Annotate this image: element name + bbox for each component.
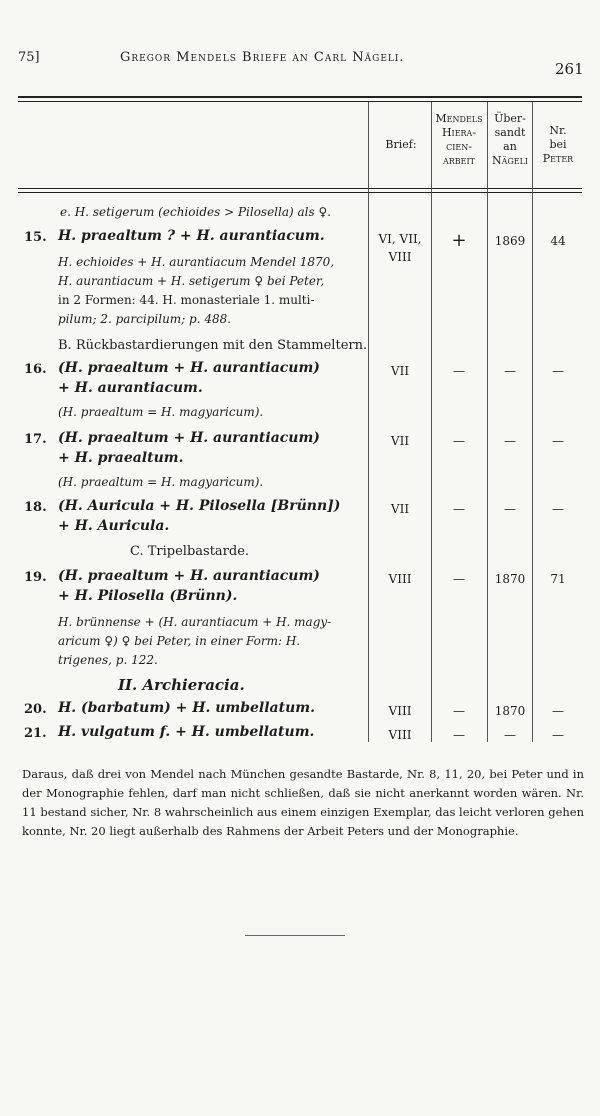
column-divider-brief — [368, 102, 369, 742]
row-17-brief: VII — [390, 434, 410, 448]
row-17-number: 17. — [24, 432, 47, 447]
row-15-note-3: in 2 Formen: 44. H. monasteriale 1. multi- — [58, 293, 315, 307]
row-18-number: 18. — [24, 500, 47, 515]
row-21-hierarbeit: — — [453, 728, 465, 742]
row-21-peter: — — [552, 728, 564, 742]
row-18-brief: VII — [390, 502, 410, 516]
row-19-line-1: (H. praealtum + H. aurantiacum) — [58, 568, 320, 584]
row-16-peter: — — [552, 364, 564, 378]
row-17-line-1: (H. praealtum + H. aurantiacum) — [58, 430, 320, 446]
row-17-peter: — — [552, 434, 564, 448]
column-header-peter — [533, 124, 583, 166]
row-19-note-3: trigenes, p. 122. — [58, 653, 158, 667]
column-header-brief — [372, 138, 430, 152]
row-15-note-2: H. aurantiacum + H. setigerum ♀ bei Peter, — [58, 274, 325, 288]
top-rule-thin — [18, 101, 582, 102]
uebersandt-line-1: Über- — [494, 112, 526, 125]
row-19-line-2: + H. Pilosella (Brünn). — [58, 588, 238, 604]
row-16-uebersandt: — — [504, 364, 516, 378]
row-15-number: 15. — [24, 230, 47, 245]
row-20-peter: — — [552, 704, 564, 718]
row-15-brief: VI, VII, — [378, 232, 422, 246]
running-title: Gregor Mendels Briefe an Carl Nägeli. — [120, 50, 405, 65]
row-17-line-2: + H. praealtum. — [58, 450, 184, 466]
section-c-heading: C. Tripelbastarde. — [130, 544, 250, 559]
column-divider-hierarbeit — [431, 102, 432, 742]
row-19-hierarbeit: — — [453, 572, 465, 586]
page-number: 261 — [555, 60, 584, 78]
row-16-number: 16. — [24, 362, 47, 377]
row-18-line-2: + H. Auricula. — [58, 518, 170, 534]
row-18-line-1: (H. Auricula + H. Pilosella [Brünn]) — [58, 498, 341, 514]
row-20-hierarbeit: — — [453, 704, 465, 718]
row-20-brief: VIII — [388, 704, 412, 718]
row-19-note-2: aricum ♀) ♀ bei Peter, in einer Form: H. — [58, 634, 301, 648]
brief-label: Brief: — [385, 138, 417, 151]
row-20-uebersandt: 1870 — [494, 704, 526, 718]
row-21-uebersandt: — — [504, 728, 516, 742]
section-ii-heading: II. Archieracia. — [118, 676, 245, 694]
peter-line-3: Peter — [542, 152, 574, 165]
row-16-note: (H. praealtum = H. magyaricum). — [58, 405, 264, 419]
row-19-note-1: H. brünnense + (H. aurantiacum + H. magy- — [58, 615, 332, 629]
row-16-hierarbeit: — — [453, 364, 465, 378]
row-15-uebersandt: 1869 — [494, 234, 526, 248]
row-20-number: 20. — [24, 702, 47, 717]
mendels-line-2: Hiera- — [441, 126, 477, 139]
header-bottom-rule — [18, 188, 582, 189]
mendels-line-3: cien- — [446, 140, 472, 153]
row-18-hierarbeit: — — [453, 502, 465, 516]
column-divider-uebersandt — [487, 102, 488, 742]
row-18-peter: — — [552, 502, 564, 516]
row-16-line-1: (H. praealtum + H. aurantiacum) — [58, 360, 320, 376]
row-21-brief: VIII — [388, 728, 412, 742]
row-21-title: H. vulgatum f. + H. umbellatum. — [58, 724, 315, 740]
row-19-number: 19. — [24, 570, 47, 585]
row-19-brief: VIII — [388, 572, 412, 586]
row-17-uebersandt: — — [504, 434, 516, 448]
row-19-uebersandt: 1870 — [494, 572, 526, 586]
peter-line-2: bei — [549, 138, 567, 151]
row-21-number: 21. — [24, 726, 47, 741]
uebersandt-line-4: Nägeli — [491, 154, 529, 167]
row-15-note-4: pilum; 2. parcipilum; p. 488. — [58, 312, 232, 326]
column-divider-peter — [532, 102, 533, 742]
row-17-note: (H. praealtum = H. magyaricum). — [58, 475, 264, 489]
mendels-line-4: arbeit — [442, 154, 475, 167]
row-15-hierarbeit: + — [451, 230, 467, 251]
header-bottom-rule-thin — [18, 192, 582, 193]
footer-paragraph: Daraus, daß drei von Mendel nach München gesandte Bastarde, Nr. 8, 11, 20, bei Peter und in der Monographie fehlen, darf man nicht schließen, daß sie nicht anerkannt worden wären. Nr. 11 bestand sicher, Nr. 8 wahrscheinlich aus einem einzigen Exemplar, das leicht verloren gehen konnte, Nr. 20 liegt außerhalb des Rahmens der Arbeit Peters und der Monographie. — [22, 767, 584, 838]
peter-line-1: Nr. — [549, 124, 567, 137]
header-left-bracket: 75] — [18, 50, 40, 65]
section-b-heading: B. Rückbastardierungen mit den Stammeltern. — [58, 338, 368, 353]
uebersandt-line-3: an — [503, 140, 517, 153]
row-15-note-1: H. echioides + H. aurantiacum Mendel 1870, — [58, 255, 335, 269]
row-18-uebersandt: — — [504, 502, 516, 516]
row-19-peter: 71 — [550, 572, 566, 586]
column-header-uebersandt — [488, 112, 532, 168]
closing-rule — [245, 935, 345, 936]
row-15-peter: 44 — [550, 234, 566, 248]
row-16-line-2: + H. aurantiacum. — [58, 380, 203, 396]
row-17-hierarbeit: — — [453, 434, 465, 448]
top-rule — [18, 96, 582, 98]
mendels-line-1: Mendels — [435, 112, 483, 125]
row-e-text: e. H. setigerum (echioides > Pilosella) als ♀. — [60, 205, 332, 219]
uebersandt-line-2: sandt — [494, 126, 526, 139]
row-20-title: H. (barbatum) + H. umbellatum. — [58, 700, 315, 716]
row-15-title: H. praealtum ? + H. aurantiacum. — [58, 228, 325, 244]
row-15-brief-2: VIII — [388, 250, 412, 264]
column-header-mendels — [432, 112, 486, 168]
row-16-brief: VII — [390, 364, 410, 378]
